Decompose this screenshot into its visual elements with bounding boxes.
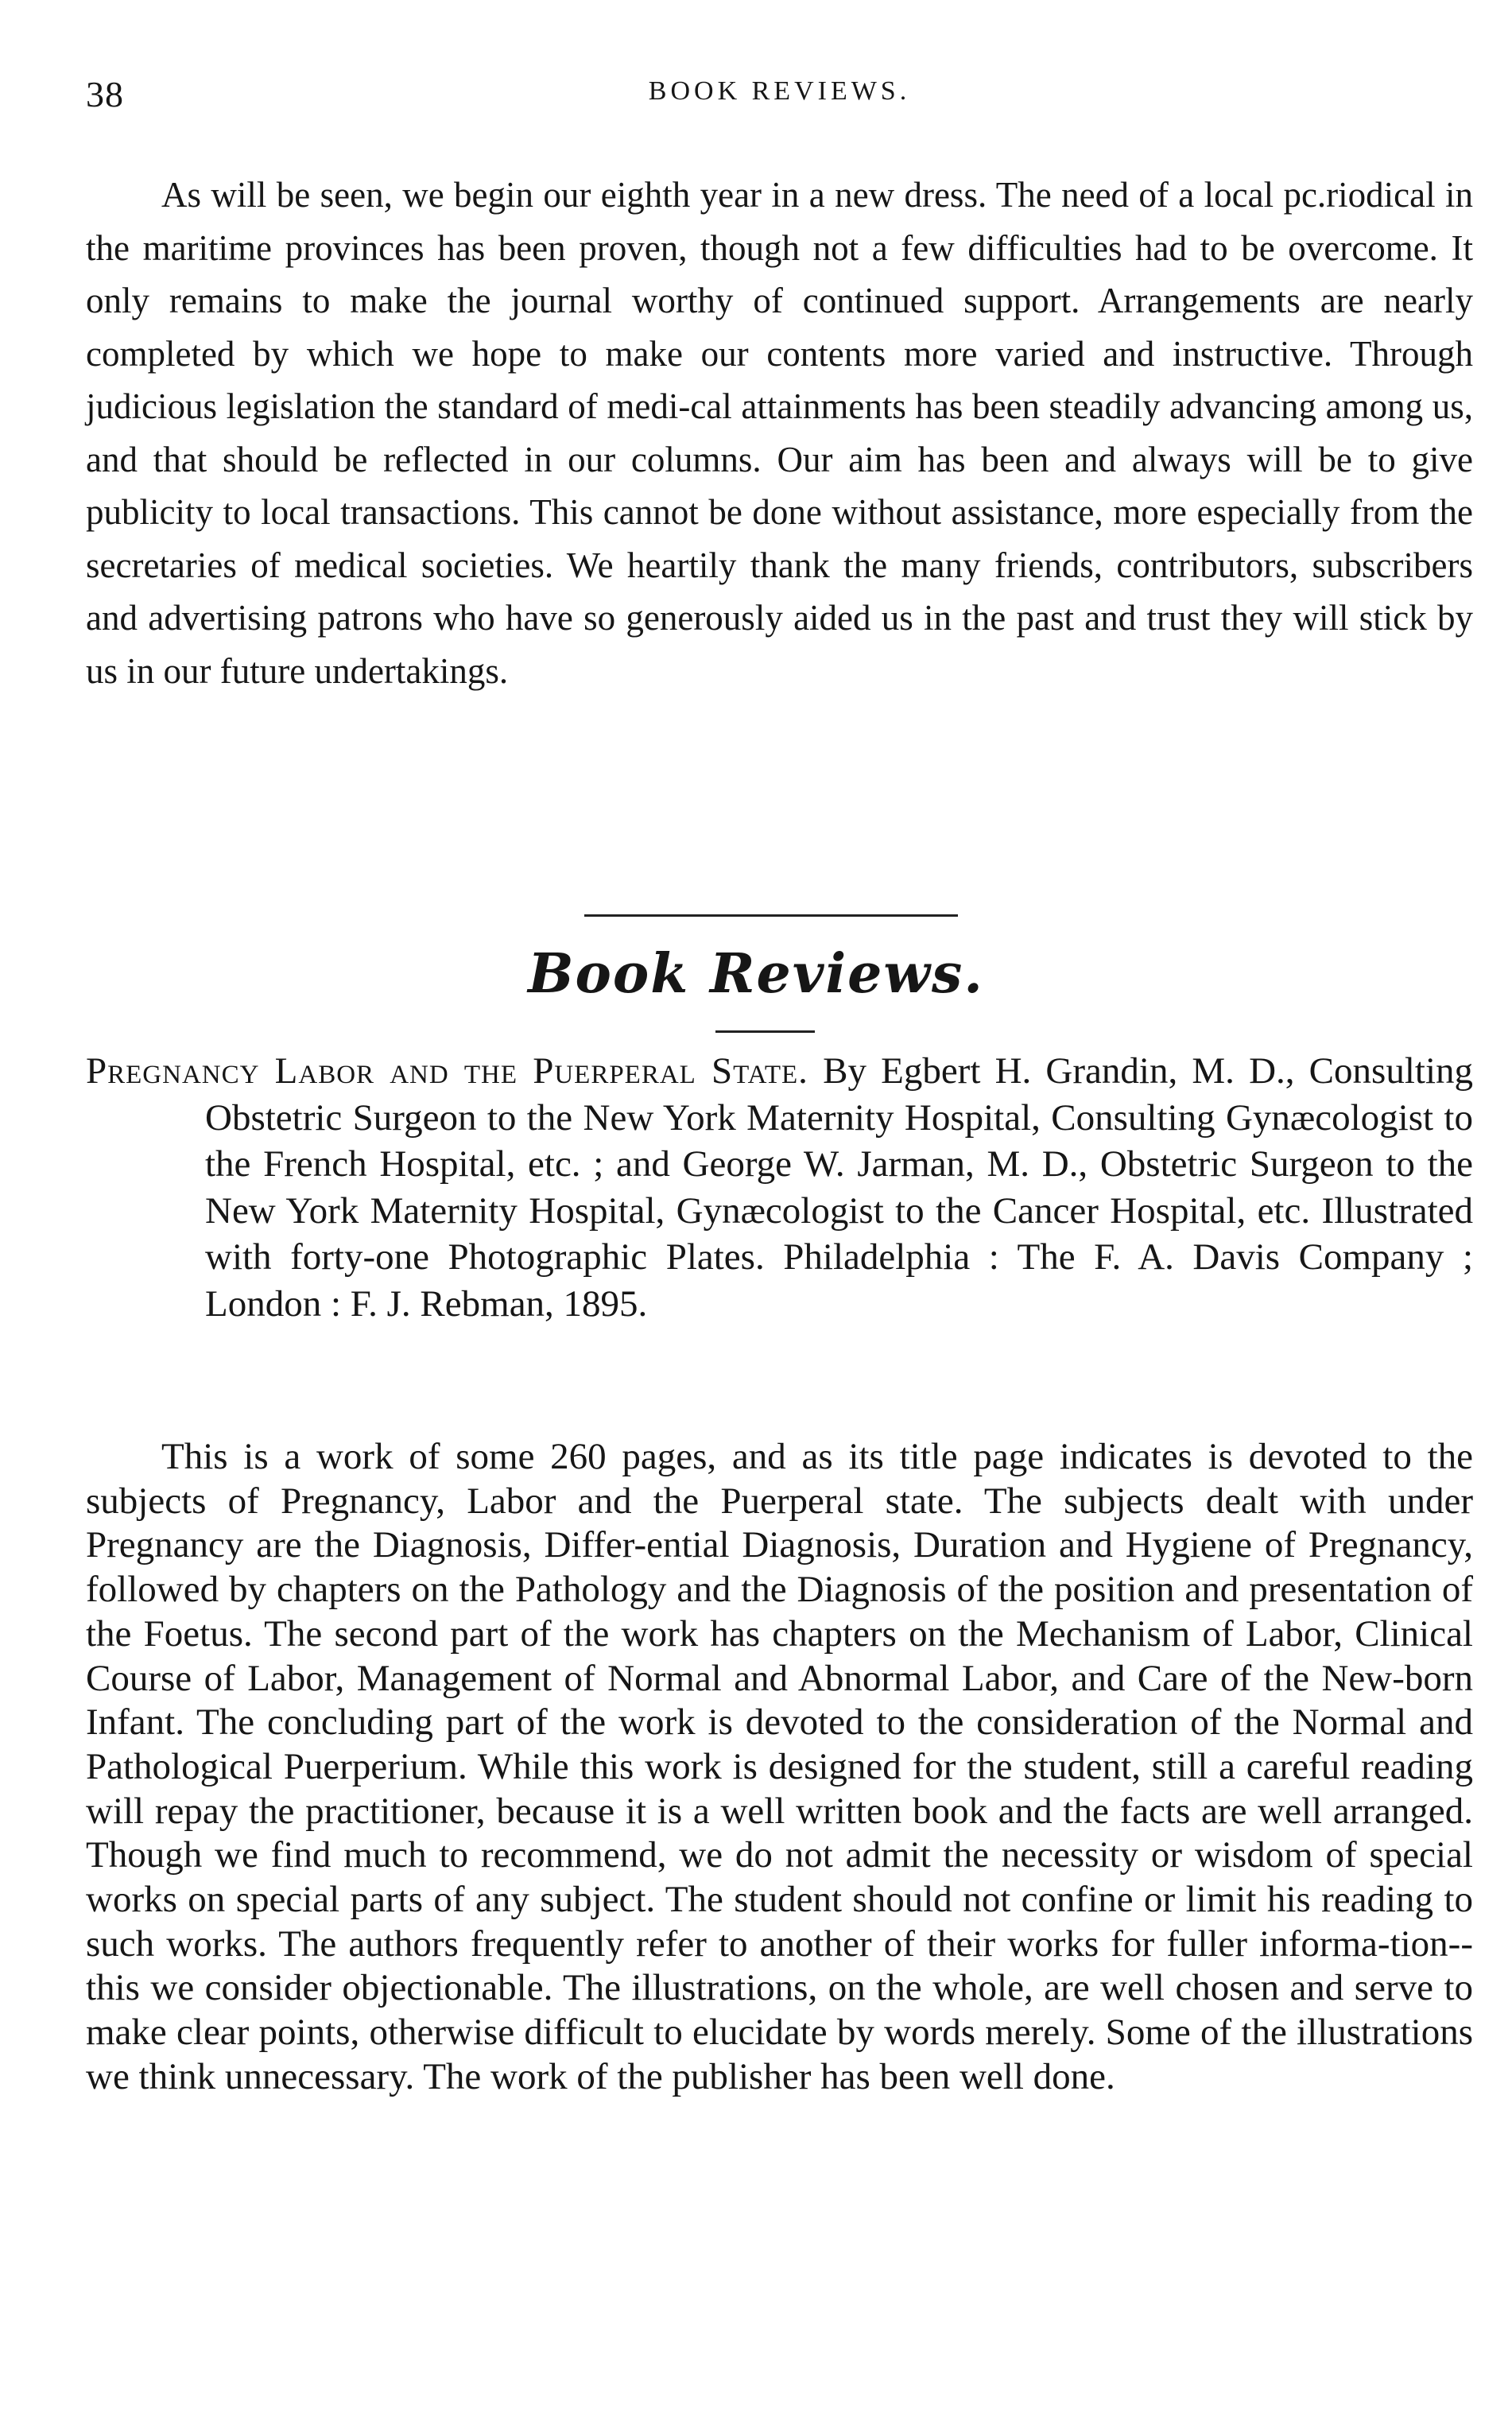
page-header (86, 73, 1473, 121)
book-title: Pregnancy Labor and the Puerperal State. (86, 1050, 808, 1092)
section-title: Book Reviews. (528, 942, 984, 1006)
running-head: BOOK REVIEWS. (648, 76, 911, 106)
page-number: 38 (86, 74, 124, 114)
section-divider-rule (584, 914, 958, 917)
review-citation (86, 1048, 1473, 1327)
editorial-paragraph: As will be seen, we begin our eighth year in a new dress. The need of a local pc.riodical in the maritime provinces has been proven, though not a few difficulties had to be overcome. It only remains to make the journal worthy of continued support. Arrangements are nearly completed by which we hope to make our contents more varied and instructive. Through judicious legislation the standard of medi-cal attainments has been steadily advancing among us, and that should be reflected in our columns. Our aim has been and always will be to give publicity to local transactions. This cannot be done without assistance, more especially from the secretaries of medical societies. We heartily thank the many friends, contributors, subscribers and advertising patrons who have so generously aided us in the past and trust they will stick by us in our future undertakings. (86, 175, 1473, 691)
title-underline-rule (715, 1030, 815, 1033)
book-bibliographic-details: By Egbert H. Grandin, M. D., Consulting Obstetric Surgeon to the New York Maternity Hospital, Consulting Gynæcologist to the French Hospital, etc. ; and George W. Jarman, M. D., Obstetric Surgeon to the New York Maternity Hospital, Gynæcologist to the Cancer Hospital, etc. Illustrated with forty-one Photographic Plates. Philadelphia : The F. A. Davis Company ; London : F. J. Rebman, 1895. (205, 1050, 1473, 1325)
review-body: This is a work of some 260 pages, and as its title page indicates is devoted to the subjects of Pregnancy, Labor and the Puerperal state. The subjects dealt with under Pregnancy are the Diagnosis, Differ-ential Diagnosis, Duration and Hygiene of Pregnancy, followed by chapters on the Pathology and the Diagnosis of the position and presentation of the Foetus. The second part of the work has chapters on the Mechanism of Labor, Clinical Course of Labor, Management of Normal and Abnormal Labor, and Care of the New-born Infant. The concluding part of the work is devoted to the consideration of the Normal and Pathological Puerperium. While this work is designed for the student, still a careful reading will repay the practitioner, because it is a well written book and the facts are well arranged. Though we find much to recommend, we do not admit the necessity or wisdom of special works on special parts of any subject. The student should not confine or limit his reading to such works. The authors frequently refer to another of their works for fuller informa-tion--this we consider objectionable. The illustrations, on the whole, are well chosen and serve to make clear points, otherwise difficult to elucidate by words merely. Some of the illustrations we think unnecessary. The work of the publisher has been well done. (86, 1436, 1473, 2097)
